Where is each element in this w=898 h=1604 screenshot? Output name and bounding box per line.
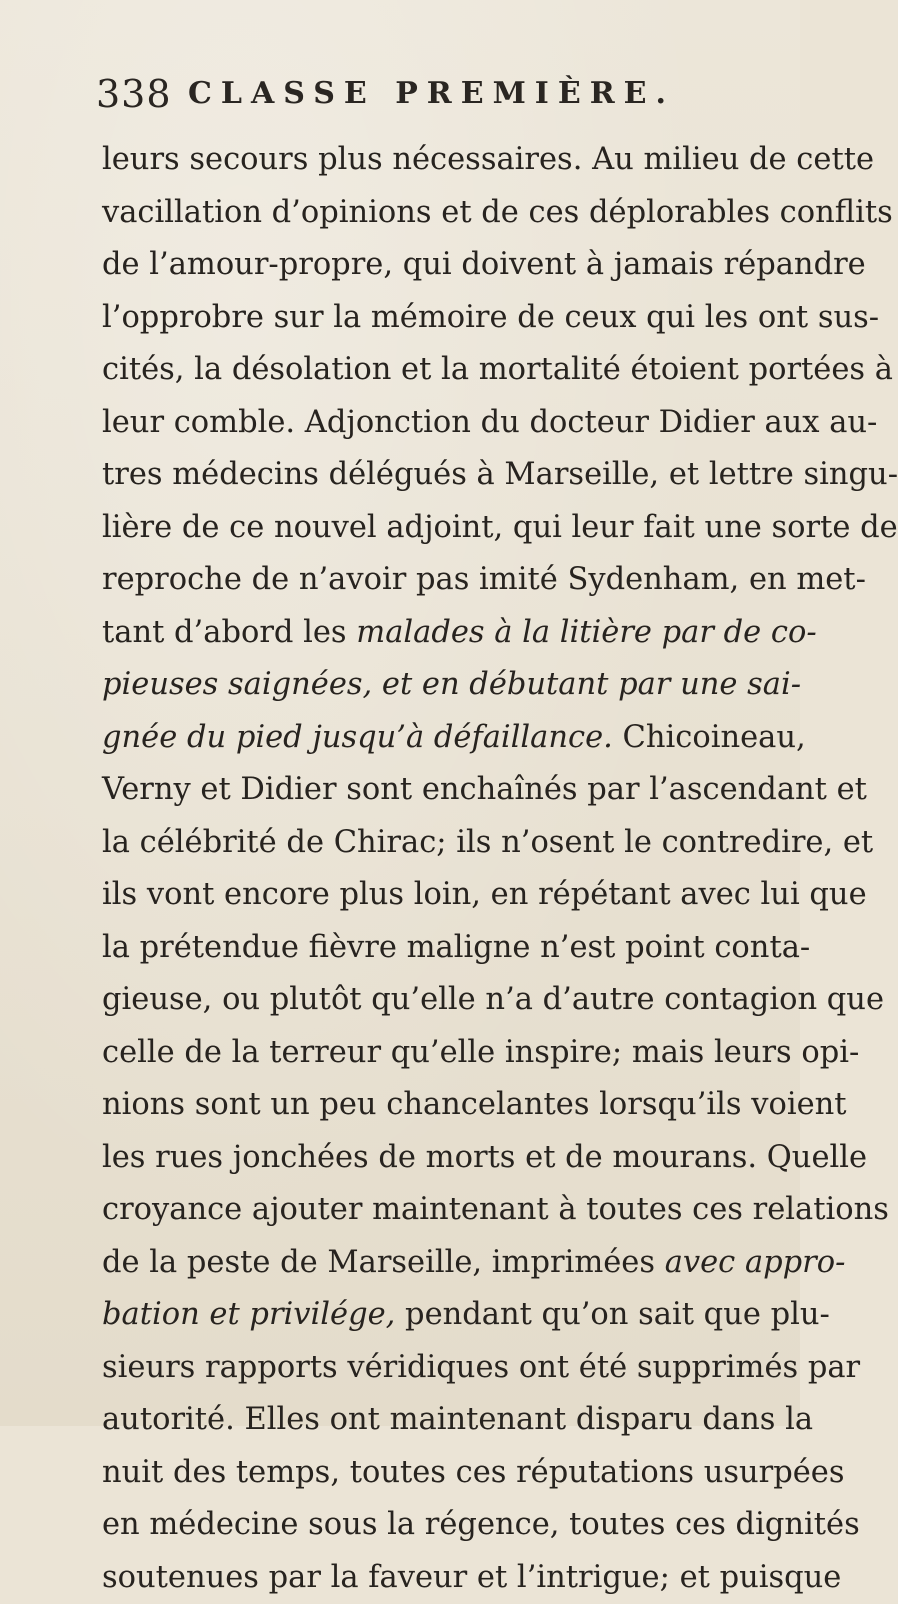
text-segment: autorité. Elles ont maintenant disparu dans la <box>102 1402 813 1437</box>
text-line <box>102 449 752 502</box>
italic-segment: bation et privilége, <box>102 1297 395 1332</box>
text-line <box>102 1184 752 1237</box>
text-line <box>102 134 752 187</box>
page-number: 338 <box>96 66 172 122</box>
text-segment: de l’amour-propre, qui doivent à jamais répandre <box>102 247 866 282</box>
text-segment: les rues jonchées de morts et de mourans. Quelle <box>102 1140 867 1175</box>
text-segment: lière de ce nouvel adjoint, qui leur fait une sorte de <box>102 510 898 545</box>
text-segment: croyance ajouter maintenant à toutes ces relations <box>102 1192 889 1227</box>
italic-segment: gnée du pied jusqu’à défaillance. <box>102 720 613 755</box>
text-line <box>102 869 752 922</box>
italic-segment: avec appro- <box>665 1245 846 1280</box>
text-line <box>102 817 752 870</box>
text-line <box>102 764 752 817</box>
text-segment: la prétendue fièvre maligne n’est point conta- <box>102 930 810 965</box>
text-segment: l’opprobre sur la mémoire de ceux qui les ont sus- <box>102 300 879 335</box>
text-line <box>102 974 752 1027</box>
italic-segment: malades à la litière par de co- <box>356 615 816 650</box>
text-segment: la célébrité de Chirac; ils n’osent le contredire, et <box>102 825 873 860</box>
text-segment: vacillation d’opinions et de ces déplorables conflits <box>102 195 893 230</box>
italic-segment: pieuses saignées, et en débutant par une sai- <box>102 667 801 702</box>
text-line <box>102 1079 752 1132</box>
text-segment: reproche de n’avoir pas imité Sydenham, en met- <box>102 562 866 597</box>
text-line <box>102 1552 752 1604</box>
text-segment: cités, la désolation et la mortalité étoient portées à <box>102 352 893 387</box>
text-segment: de la peste de Marseille, imprimées <box>102 1245 665 1280</box>
text-line <box>102 1394 752 1447</box>
text-segment: pendant qu’on sait que plu- <box>395 1297 829 1332</box>
text-line <box>102 502 752 555</box>
text-segment: nuit des temps, toutes ces réputations usurpées <box>102 1455 845 1490</box>
text-line <box>102 239 752 292</box>
text-line <box>102 554 752 607</box>
text-segment: leur comble. Adjonction du docteur Didier aux au- <box>102 405 877 440</box>
text-line <box>102 1237 752 1290</box>
text-line <box>102 607 752 660</box>
text-segment: en médecine sous la régence, toutes ces dignités <box>102 1507 860 1542</box>
text-line <box>102 187 752 240</box>
text-segment: nions sont un peu chancelantes lorsqu’ils voient <box>102 1087 847 1122</box>
text-segment: tant d’abord les <box>102 615 356 650</box>
text-segment: Chicoineau, <box>613 720 806 755</box>
text-line <box>102 1289 752 1342</box>
text-segment: leurs secours plus nécessaires. Au milieu de cette <box>102 142 874 177</box>
text-line <box>102 1132 752 1185</box>
text-segment: soutenues par la faveur et l’intrigue; et puisque <box>102 1560 841 1595</box>
text-line <box>102 922 752 975</box>
text-line <box>102 344 752 397</box>
text-line <box>102 1342 752 1395</box>
text-line <box>102 712 752 765</box>
text-line <box>102 397 752 450</box>
text-line <box>102 659 752 712</box>
text-segment: Verny et Didier sont enchaînés par l’ascendant et <box>102 772 867 807</box>
body-text <box>102 134 752 1604</box>
text-segment: sieurs rapports véridiques ont été supprimés par <box>102 1350 860 1385</box>
text-segment: celle de la terreur qu’elle inspire; mais leurs opi- <box>102 1035 859 1070</box>
text-line <box>102 1447 752 1500</box>
text-line <box>102 1499 752 1552</box>
running-title: CLASSE PREMIÈRE. <box>188 66 675 122</box>
text-line <box>102 292 752 345</box>
running-head <box>96 66 736 122</box>
text-segment: gieuse, ou plutôt qu’elle n’a d’autre contagion que <box>102 982 884 1017</box>
text-segment: ils vont encore plus loin, en répétant avec lui que <box>102 877 867 912</box>
text-line <box>102 1027 752 1080</box>
text-segment: tres médecins délégués à Marseille, et lettre singu- <box>102 457 898 492</box>
